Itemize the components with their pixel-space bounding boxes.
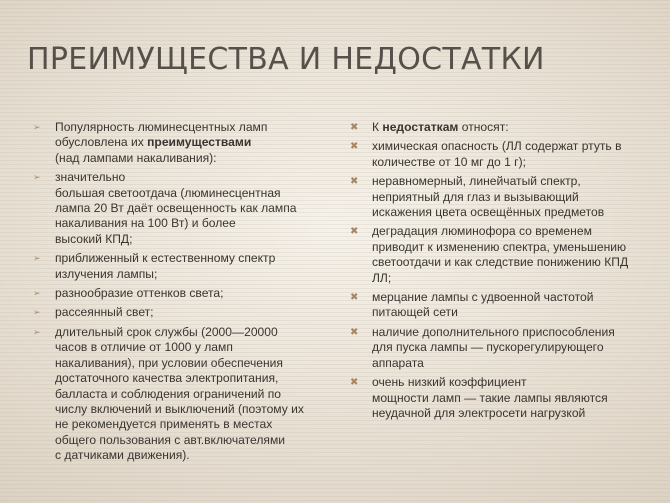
advantages-list	[33, 120, 333, 468]
text-fragment: рассеянный свет;	[55, 305, 154, 320]
advantage-item	[33, 170, 333, 247]
disadvantage-item	[350, 375, 648, 421]
advantage-item	[33, 286, 333, 301]
text-fragment: химическая опасность (ЛЛ содержат ртуть в количестве от 10 мг до 1 г);	[372, 139, 622, 169]
arrow-bullet-icon: ➢	[33, 172, 41, 183]
advantage-item	[33, 251, 333, 282]
advantage-item	[33, 325, 333, 464]
text-fragment: очень низкий коэффициент мощности ламп — такие лампы являются неудачной для электросети нагрузкой	[372, 375, 608, 420]
disadvantage-item	[350, 224, 648, 286]
cross-bullet-icon: ✖	[350, 292, 359, 304]
text-fragment: мерцание лампы с удвоенной частотой питающей сети	[372, 290, 594, 320]
bullet-text	[372, 290, 594, 319]
text-fragment: К	[372, 120, 383, 134]
disadvantage-item	[350, 174, 648, 220]
cross-bullet-icon: ✖	[350, 226, 359, 238]
bullet-text	[55, 305, 154, 319]
emphasis-text: преимуществами	[147, 135, 252, 150]
disadvantages-list	[350, 120, 648, 425]
bullet-text	[372, 174, 604, 219]
bullet-text	[55, 325, 304, 462]
bullet-text	[372, 325, 615, 370]
disadvantage-item	[350, 290, 648, 321]
bullet-text	[372, 224, 628, 284]
text-fragment: значительно большая светоотдача (люминесцентная лампа 20 Вт даёт освещенность как лампа накаливания на 100 Вт) и более высокий КПД;	[55, 170, 297, 246]
bullet-text	[55, 251, 275, 280]
disadvantage-item	[350, 325, 648, 371]
text-fragment: Популярность люминесцентных ламп обусловлена их	[55, 120, 268, 150]
bullet-text	[55, 170, 296, 246]
disadvantage-item	[350, 139, 648, 170]
slide-title: ПРЕИМУЩЕСТВА И НЕДОСТАТКИ	[27, 42, 545, 77]
cross-bullet-icon: ✖	[350, 122, 359, 133]
bullet-text	[372, 120, 509, 134]
arrow-bullet-icon: ➢	[33, 307, 41, 318]
text-fragment: разнообразие оттенков света;	[55, 286, 224, 301]
disadvantage-item	[350, 120, 648, 135]
advantage-item	[33, 305, 333, 320]
text-fragment: неравномерный, линейчатый спектр, неприятный для глаз и вызывающий искажения цвета освещённых предметов	[372, 174, 605, 220]
cross-bullet-icon: ✖	[350, 176, 359, 188]
text-fragment: приближенный к естественному спектр излучения лампы;	[55, 251, 276, 281]
arrow-bullet-icon: ➢	[33, 253, 41, 264]
bullet-text	[55, 120, 267, 165]
bullet-text	[372, 139, 622, 168]
arrow-bullet-icon: ➢	[33, 122, 41, 132]
text-fragment: деградация люминофора со временем приводит к изменению спектра, уменьшению светоотдачи и как следствие понижению КПД ЛЛ;	[372, 224, 629, 285]
text-fragment: (над лампами накаливания):	[55, 150, 217, 165]
emphasis-text: недостаткам	[382, 120, 459, 134]
cross-bullet-icon: ✖	[350, 377, 359, 389]
cross-bullet-icon: ✖	[350, 141, 359, 153]
arrow-bullet-icon: ➢	[33, 288, 41, 299]
arrow-bullet-icon: ➢	[33, 326, 41, 337]
advantage-item	[33, 120, 333, 166]
bullet-text	[372, 375, 608, 420]
text-fragment: наличие дополнительного приспособления для пуска лампы — пускорегулирующего аппарата	[372, 324, 615, 370]
bullet-text	[55, 286, 224, 300]
text-fragment: относят:	[458, 120, 509, 134]
text-fragment: длительный срок службы (2000—20000 часов в отличие от 1000 у ламп накаливания), при условии обеспечения достаточного качества электропитания, балласта и соблюдения ограничений по числу включений и выключений (поэтому их не рекомендуется применять в местах общего пользования с авт.включателями с датчиками движения).	[55, 324, 304, 463]
cross-bullet-icon: ✖	[350, 326, 359, 338]
